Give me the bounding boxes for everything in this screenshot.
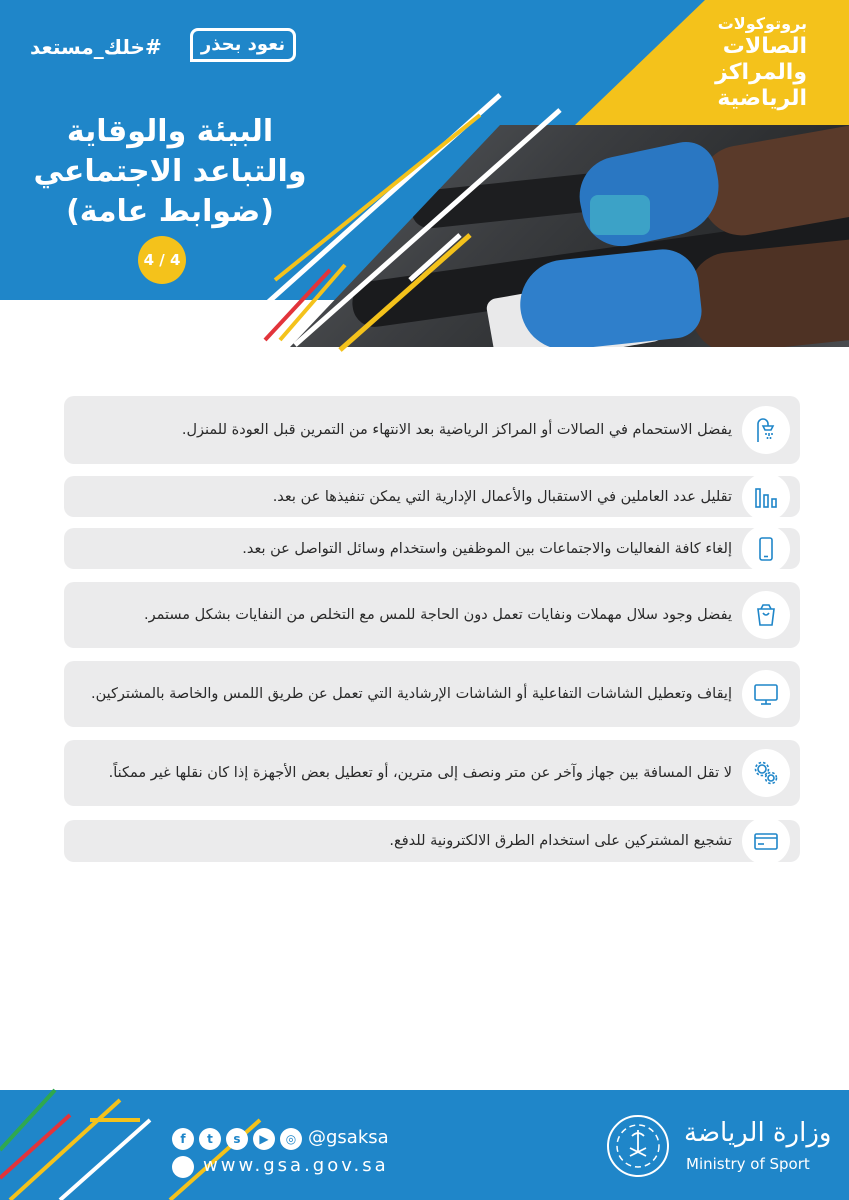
smartphone-icon <box>742 525 790 573</box>
item-text: يفضل وجود سلال مهملات ونفايات تعمل دون الحاجة للمس مع التخلص من النفايات بشكل مستمر. <box>143 607 732 623</box>
header <box>0 0 849 360</box>
item-text: تقليل عدد العاملين في الاستقبال والأعمال الإدارية التي يمكن تنفيذها عن بعد. <box>272 488 732 505</box>
facebook-icon[interactable]: f <box>172 1128 194 1150</box>
page-indicator: 4 / 4 <box>138 236 186 284</box>
title-line-2: والتباعد الاجتماعي <box>33 154 307 189</box>
item-text: إلغاء كافة الفعاليات والاجتماعات بين الموظفين واستخدام وسائل التواصل عن بعد. <box>242 540 732 557</box>
ministry-name-arabic: وزارة الرياضة <box>684 1118 832 1148</box>
list-item <box>64 396 800 464</box>
credit-card-icon <box>742 817 790 865</box>
list-item <box>64 740 800 806</box>
title-line-1: البيئة والوقاية <box>66 114 274 149</box>
protocol-line-2: الصالات <box>722 34 807 59</box>
campaign-logo: نعود بحذر <box>190 28 296 62</box>
globe-icon <box>172 1156 194 1178</box>
protocol-line-1: بروتوكولات <box>717 14 807 33</box>
youtube-icon[interactable]: ▶ <box>253 1128 275 1150</box>
list-item <box>64 661 800 727</box>
social-handle[interactable]: @gsaksa <box>308 1127 389 1148</box>
list-item <box>64 476 800 517</box>
item-text: يفضل الاستحمام في الصالات أو المراكز الرياضية بعد الانتهاء من التمرين قبل العودة للمنزل. <box>181 422 732 438</box>
instagram-icon[interactable]: ◎ <box>280 1128 302 1150</box>
social-icons <box>172 1128 302 1150</box>
item-text: تشجيع المشتركين على استخدام الطرق الالكترونية للدفع. <box>389 833 732 849</box>
shower-icon <box>742 406 790 454</box>
title-line-3: (ضوابط عامة) <box>66 194 274 229</box>
protocol-line-3: والمراكز <box>715 60 807 85</box>
monitor-icon <box>742 670 790 718</box>
ministry-emblem-icon <box>604 1112 672 1180</box>
trash-bin-icon <box>742 591 790 639</box>
ministry-name-english: Ministry of Sport <box>686 1155 810 1173</box>
protocol-line-4: الرياضية <box>717 86 807 111</box>
gears-icon <box>742 749 790 797</box>
page-title <box>30 112 310 232</box>
list-item <box>64 582 800 648</box>
list-item <box>64 528 800 569</box>
item-text: لا تقل المسافة بين جهاز وآخر عن متر ونصف إلى مترين، أو تعطيل بعض الأجهزة إذا كان نقلها غير ممكناً. <box>108 765 732 781</box>
item-text: إيقاف وتعطيل الشاشات التفاعلية أو الشاشات الإرشادية التي تعمل عن طريق اللمس والخاصة بالمشتركين. <box>90 686 732 702</box>
campaign-hashtag: #خلك_مستعد <box>30 35 162 59</box>
twitter-icon[interactable]: t <box>199 1128 221 1150</box>
list-item <box>64 820 800 862</box>
website-link[interactable]: www.gsa.gov.sa <box>203 1155 389 1176</box>
bar-chart-icon <box>742 473 790 521</box>
snapchat-icon[interactable]: s <box>226 1128 248 1150</box>
